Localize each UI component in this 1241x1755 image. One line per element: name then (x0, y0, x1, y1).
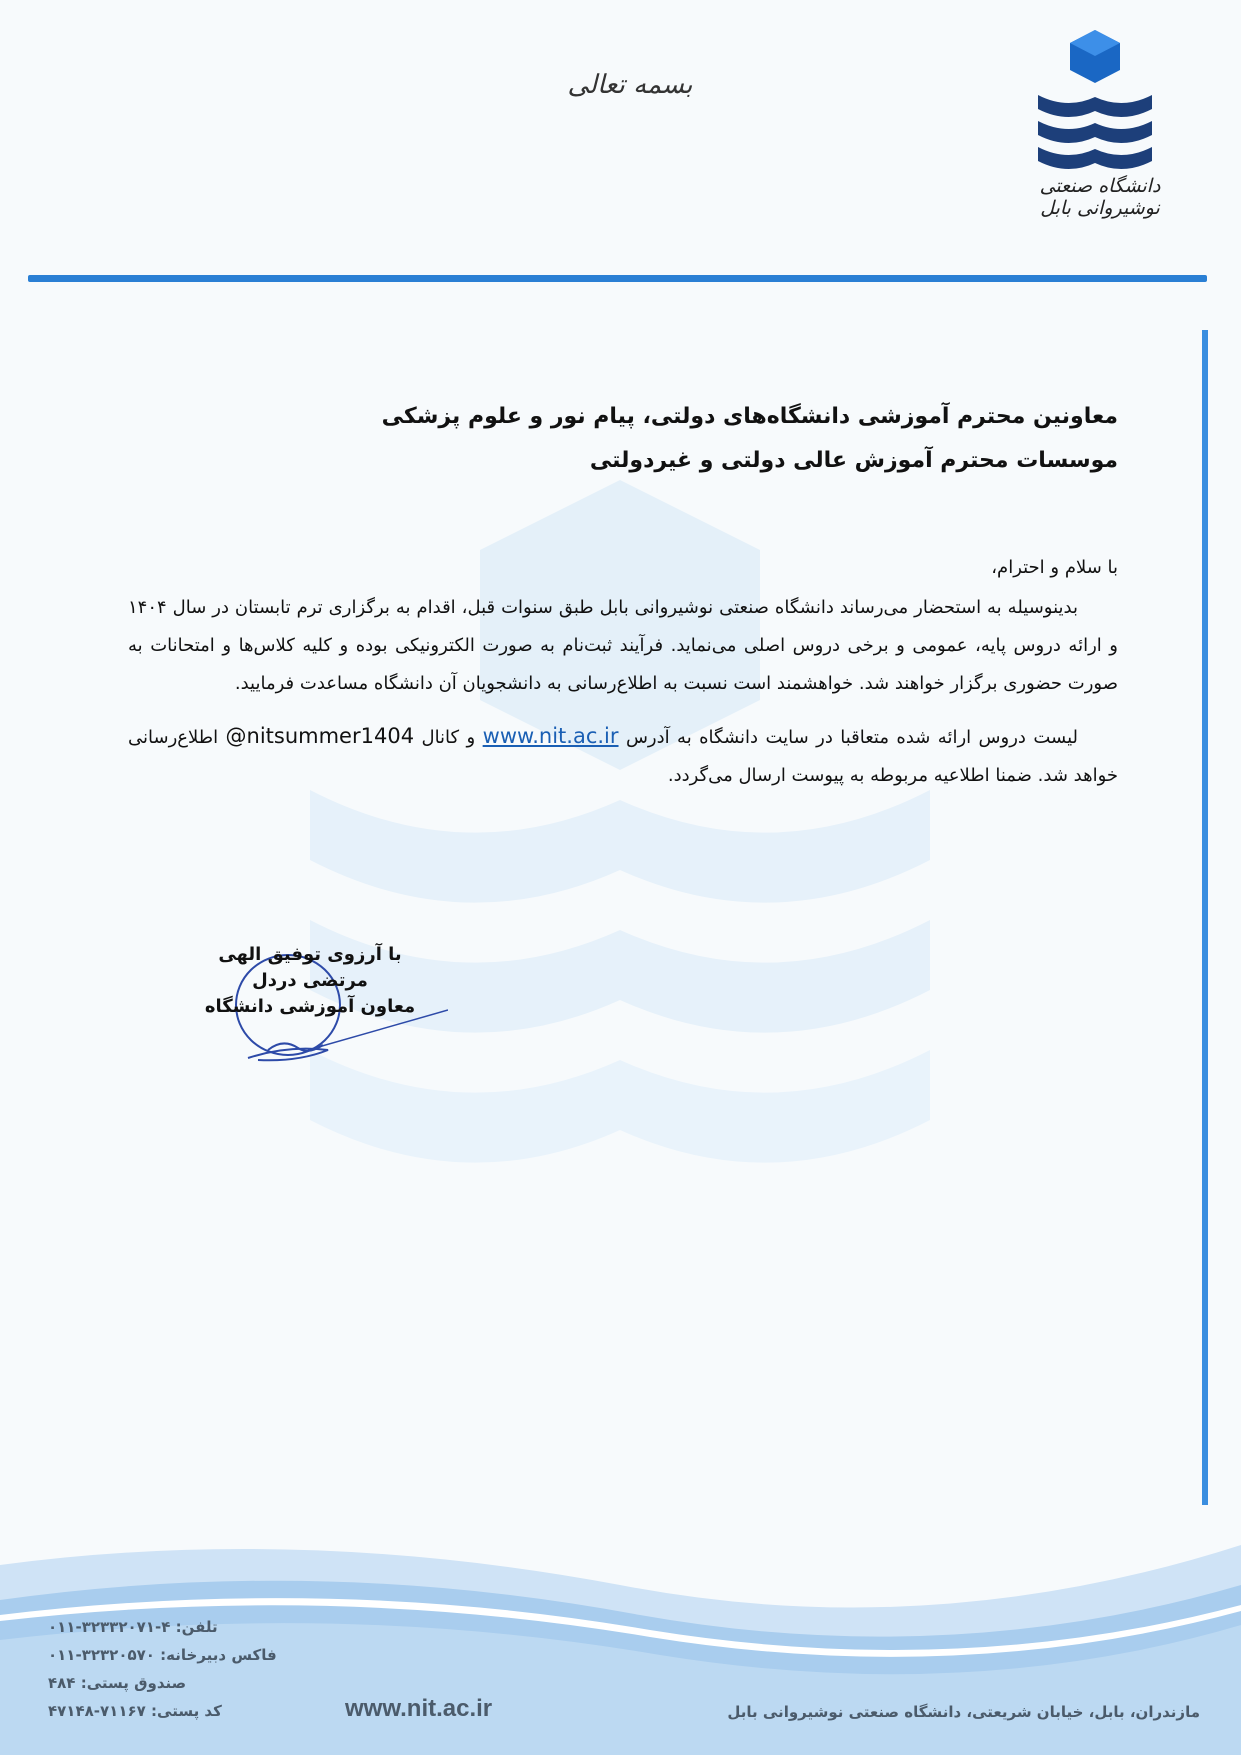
paragraph-2-part-1: لیست دروس ارائه شده متعاقبا در سایت دانشگاه به آدرس (625, 727, 1078, 748)
greeting: با سلام و احترام، (991, 557, 1118, 578)
channel-name: @nitsummer1404 (225, 724, 415, 748)
basmala-text: بسمه تعالی (567, 70, 693, 100)
paragraph-1: بدینوسیله به استحضار می‌رساند دانشگاه صنعتی نوشیروانی بابل طبق سنوات قبل، اقدام به برگزاری ترم تابستان در سال ۱۴۰۴ و ارائه دروس پایه، عمومی و برخی دروس اصلی می‌نماید. فرآیند ثبت‌نام به صورت الکترونیکی بوده و کلیه کلاس‌ها و امتحانات به صورت حضوری برگزار خواهند شد. خواهشمند است نسبت به اطلاع‌رسانی به دانشجویان آن دانشگاه مساعدت فرمایید. (128, 597, 1118, 694)
footer-address: مازندران، بابل، خیابان شریعتی، دانشگاه صنعتی نوشیروانی بابل (727, 1703, 1200, 1721)
signature-closing: با آرزوی توفیق الهی (218, 944, 402, 965)
addressee-line-2: موسسات محترم آموزش عالی دولتی و غیردولتی (589, 448, 1118, 473)
addressee-line-1: معاونین محترم آموزشی دانشگاه‌های دولتی، پیام نور و علوم پزشکی (381, 404, 1118, 429)
footer-phone: تلفن: ۴-۳۲۳۳۲۰۷۱-۰۱۱ (48, 1618, 218, 1636)
paragraph-2-part-2: و کانال (421, 727, 476, 748)
header-divider (28, 275, 1207, 282)
paragraph-2-part-3: اطلاع‌رسانی خواهد شد. ضمنا اطلاعیه مربوطه به پیوست ارسال می‌گردد. (128, 727, 1118, 786)
signature-block (200, 942, 420, 1020)
signer-name: مرتضی دردل (252, 970, 368, 991)
logo-text: دانشگاه صنعتی نوشیروانی بابل (1039, 175, 1161, 219)
footer-po-box: صندوق پستی: ۴۸۴ (48, 1674, 187, 1692)
side-divider (1202, 330, 1208, 1505)
signer-title: معاون آموزشی دانشگاه (204, 996, 416, 1017)
website-link[interactable]: www.nit.ac.ir (482, 724, 619, 748)
footer-website[interactable]: www.nit.ac.ir (345, 1695, 493, 1722)
letter-content (128, 395, 1118, 795)
paragraph-2 (128, 717, 1118, 795)
footer-fax: فاکس دبیرخانه: ۳۲۳۲۰۵۷۰-۰۱۱ (48, 1646, 277, 1664)
footer-postal-code: کد پستی: ۷۱۱۶۷-۴۷۱۴۸ (48, 1702, 222, 1720)
